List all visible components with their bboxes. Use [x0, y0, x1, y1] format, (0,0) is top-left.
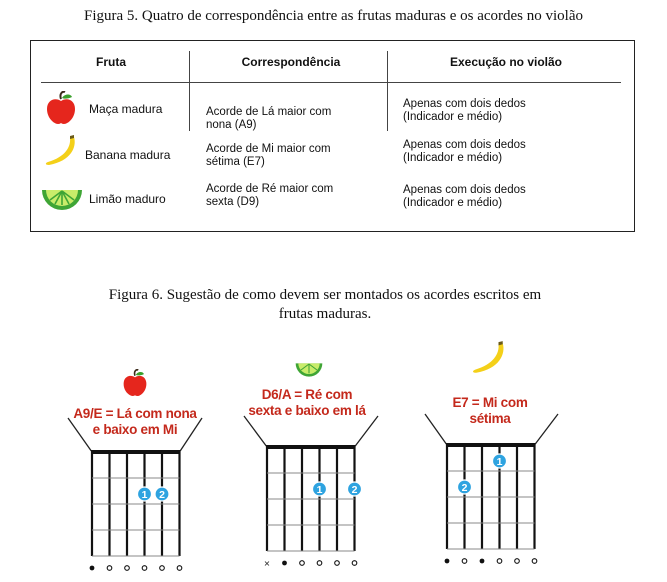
nut	[91, 450, 181, 454]
callout-line	[244, 416, 267, 447]
string-marker-played	[480, 559, 485, 564]
string-marker-open	[300, 561, 305, 566]
string-marker-played	[282, 561, 287, 566]
header-fruit: Fruta	[96, 55, 126, 69]
callout-line	[355, 416, 379, 447]
string-marker-open	[107, 566, 112, 571]
string-marker-open	[462, 559, 467, 564]
fruit-label: Limão maduro	[89, 192, 166, 206]
finger-number: 2	[159, 489, 165, 501]
string-marker-open	[125, 566, 130, 571]
header-correspondence: Correspondência	[241, 55, 341, 69]
string-marker-open	[532, 559, 537, 564]
string-marker-open	[515, 559, 520, 564]
string-marker-open	[177, 566, 182, 571]
correspondence-cell: Acorde de Lá maior com nona (A9)	[206, 106, 332, 131]
callout-line	[535, 414, 559, 445]
string-marker-open	[160, 566, 165, 571]
callout-line	[180, 418, 203, 452]
finger-number: 2	[351, 484, 358, 496]
chord-title: E7 = Mi com sétima	[452, 395, 528, 426]
callout-line	[68, 418, 92, 452]
finger-number: 1	[316, 484, 323, 496]
finger-number: 1	[141, 489, 148, 501]
execution-cell: Apenas com dois dedos (Indicador e médio)	[403, 184, 526, 209]
nut	[266, 445, 356, 449]
string-marker-open	[335, 561, 340, 566]
correspondence-cell: Acorde de Mi maior com sétima (E7)	[206, 143, 331, 168]
correspondence-cell: Acorde de Ré maior com sexta (D9)	[206, 183, 334, 208]
figure-5-caption: Figura 5. Quatro de correspondência entre as frutas maduras e os acordes no violão	[84, 8, 583, 24]
finger-number: 2	[461, 482, 468, 494]
string-marker-open	[497, 559, 502, 564]
fruit-label: Banana madura	[85, 148, 171, 162]
chord-title: D6/A = Ré com sexta e baixo em lá	[248, 387, 366, 418]
string-marker-open	[142, 566, 147, 571]
chord-title: A9/E = Lá com nona e baixo em Mi	[73, 406, 197, 437]
header-execution: Execução no violão	[449, 55, 563, 69]
finger-number: 1	[496, 456, 503, 468]
fruit-label: Maça madura	[89, 102, 163, 116]
figure-6-caption: Figura 6. Sugestão de como devem ser montados os acordes escritos em frutas maduras.	[108, 287, 542, 322]
string-marker-played	[90, 566, 95, 571]
string-marker-open	[317, 561, 322, 566]
execution-cell: Apenas com dois dedos (Indicador e médio)	[403, 98, 526, 123]
string-marker-muted: ×	[263, 559, 271, 568]
execution-cell: Apenas com dois dedos (Indicador e médio)	[403, 139, 526, 164]
string-marker-played	[445, 559, 450, 564]
string-marker-open	[352, 561, 357, 566]
callout-line	[425, 414, 447, 445]
nut	[446, 443, 536, 447]
